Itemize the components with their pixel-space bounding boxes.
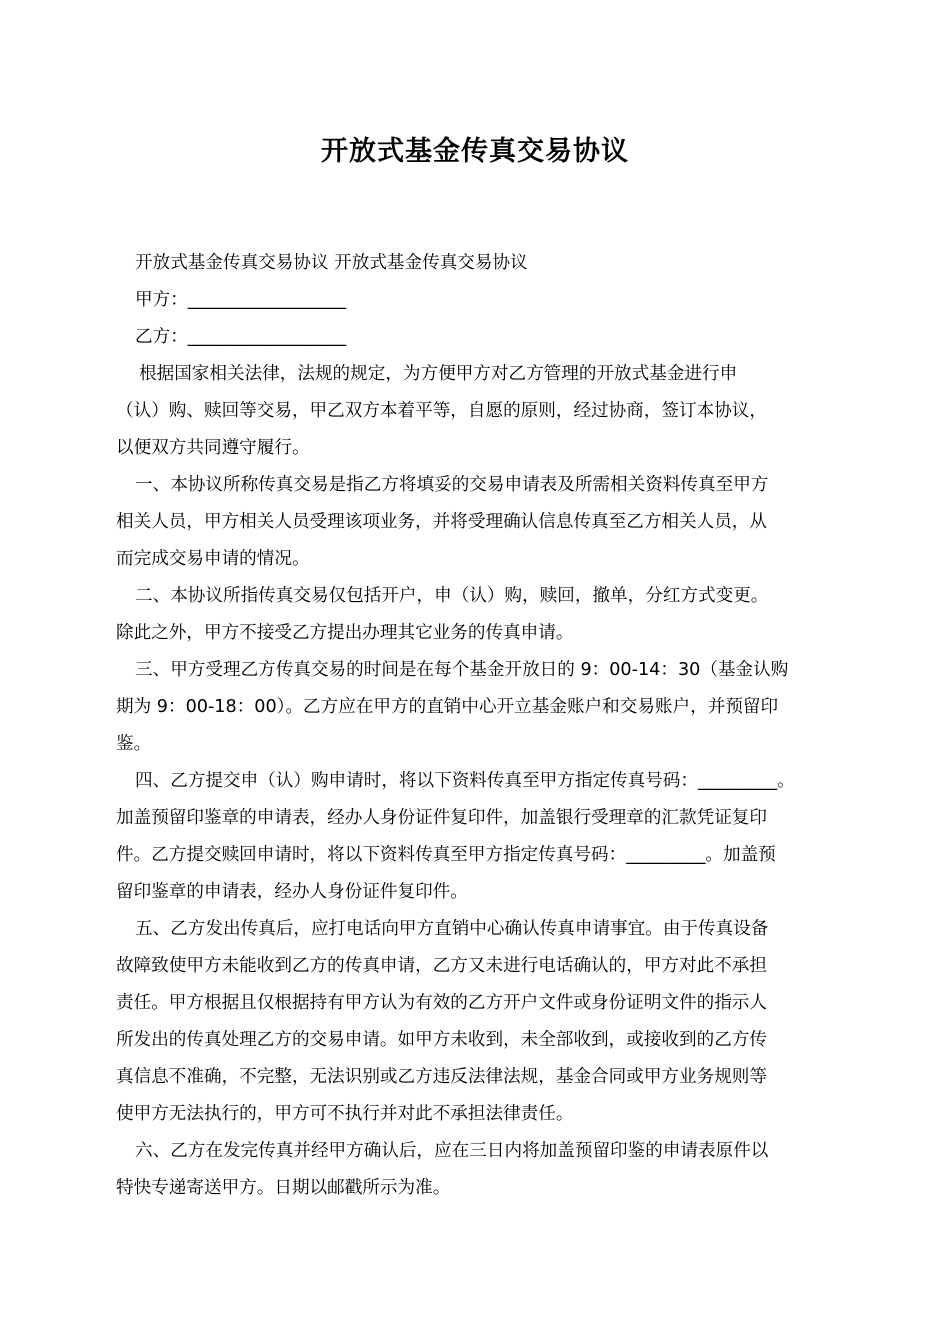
paragraph-line: 真信息不准确，不完整，无法识别或乙方违反法律法规，基金合同或甲方业务规则等 [116,1067,767,1087]
clause-1-paragraph [116,467,840,578]
document-body [116,245,840,1207]
clause-6-paragraph [116,1133,840,1207]
party-a-line: 甲方：__________________ [135,290,347,310]
clause-5-paragraph [116,911,840,1133]
paragraph-line: 一、本协议所称传真交易是指乙方将填妥的交易申请表及所需相关资料传真至甲方 [135,475,769,495]
paragraph-line: 五、乙方发出传真后，应打电话向甲方直销中心确认传真申请事宜。由于传真设备 [135,919,769,939]
clause-2-paragraph [116,578,840,652]
paragraph-line: 鉴。 [116,734,152,754]
paragraph-line: 特快专递寄送甲方。日期以邮戳所示为准。 [116,1178,451,1198]
paragraph-line: 故障致使甲方未能收到乙方的传真申请，乙方又未进行电话确认的，甲方对此不承担 [116,956,767,976]
paragraph-line: 六、乙方在发完传真并经甲方确认后，应在三日内将加盖预留印鉴的申请表原件以 [135,1141,769,1161]
document-title: 开放式基金传真交易协议 [321,136,629,167]
intro-line: 开放式基金传真交易协议 开放式基金传真交易协议 [135,253,528,273]
paragraph-line: 相关人员，甲方相关人员受理该项业务，并将受理确认信息传真至乙方相关人员，从 [116,512,767,532]
paragraph-line: 而完成交易申请的情况。 [116,549,310,569]
paragraph-line: 加盖预留印鉴章的申请表，经办人身份证件复印件，加盖银行受理章的汇款凭证复印 [116,808,767,828]
paragraph-line: 使甲方无法执行的，甲方可不执行并对此不承担法律责任。 [116,1104,574,1124]
paragraph-line: 件。乙方提交赎回申请时，将以下资料传真至甲方指定传真号码：_________。加盖预 [116,845,776,865]
paragraph-line: 期为 9：00-18：00）。乙方应在甲方的直销中心开立基金账户和交易账户，并预留印 [116,697,779,717]
paragraph-line: 责任。甲方根据且仅根据持有甲方认为有效的乙方开户文件或身份证明文件的指示人 [116,993,767,1013]
paragraph-line: 三、甲方受理乙方传真交易的时间是在每个基金开放日的 9：00-14：30（基金认购 [135,660,789,680]
paragraph-line: 以便双方共同遵守履行。 [116,438,310,458]
preamble-paragraph [116,356,840,467]
party-b-line: 乙方：__________________ [135,327,347,347]
paragraph-line: 根据国家相关法律，法规的规定，为方便甲方对乙方管理的开放式基金进行申 [139,364,738,384]
clause-4-paragraph [116,763,840,911]
paragraph-line: 二、本协议所指传真交易仅包括开户，申（认）购，赎回，撤单，分红方式变更。 [135,586,769,606]
paragraph-line: 所发出的传真处理乙方的交易申请。如甲方未收到，未全部收到，或接收到的乙方传 [116,1030,767,1050]
paragraph-line: 四、乙方提交申（认）购申请时，将以下资料传真至甲方指定传真号码：_________。 [135,771,795,791]
paragraph-line: 除此之外，甲方不接受乙方提出办理其它业务的传真申请。 [116,623,574,643]
paragraph-line: （认）购、赎回等交易，甲乙双方本着平等，自愿的原则，经过协商，签订本协议， [116,401,767,421]
clause-3-paragraph [116,652,840,763]
paragraph-line: 留印鉴章的申请表，经办人身份证件复印件。 [116,882,468,902]
